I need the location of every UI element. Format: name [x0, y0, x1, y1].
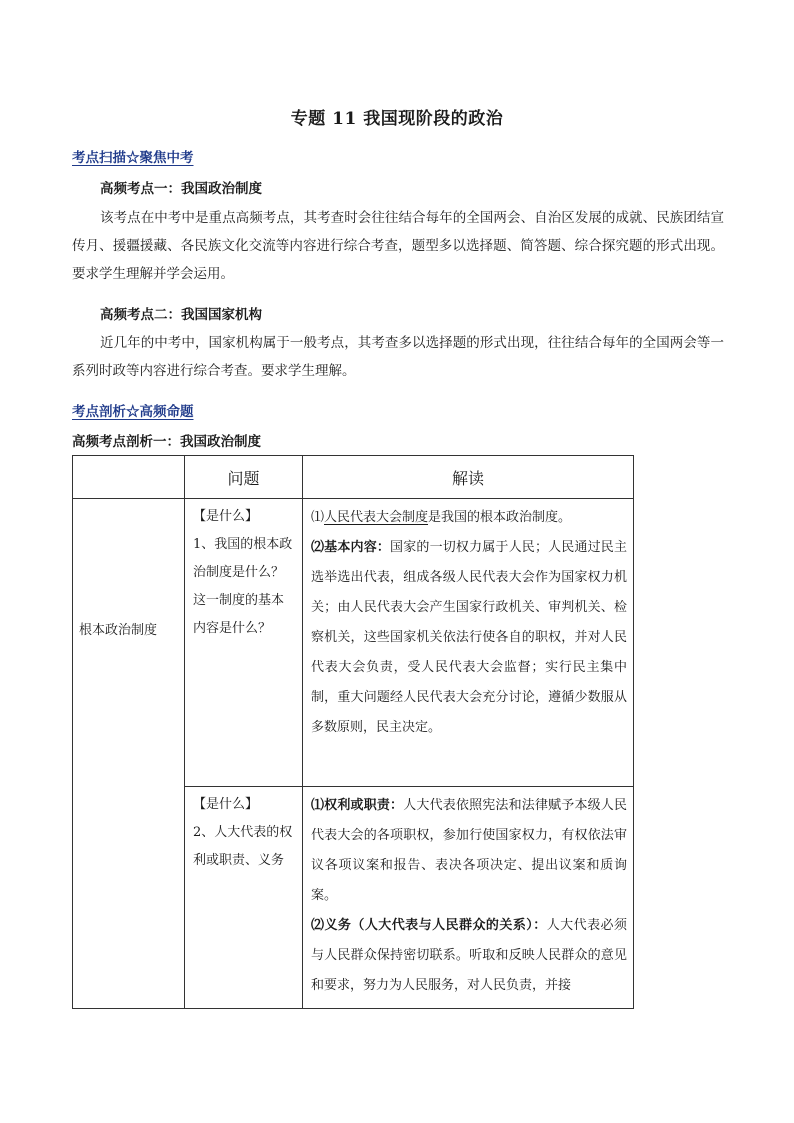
question-cell-2 — [185, 787, 303, 1009]
answer-cell-2 — [303, 787, 634, 1009]
header-empty-cell — [73, 456, 185, 499]
answer-paragraph — [311, 533, 627, 743]
row-label-fundamental-system: 根本政治制度 — [73, 499, 185, 1009]
question-tag: 【是什么】 — [193, 797, 259, 812]
bold-label: ⑴权利或职责： — [311, 798, 404, 813]
table-row — [73, 499, 634, 787]
answer-paragraph — [311, 911, 627, 1001]
point1-title: 高频考点一：我国政治制度 — [100, 181, 262, 197]
question-tag: 【是什么】 — [193, 509, 259, 524]
answer-text: 国家的一切权力属于人民；人民通过民主选举选出代表，组成各级人民代表大会作为国家权力机关；由人民代表大会产生国家行政机关、审判机关、检察机关，这些国家机关依法行使各自的职权，并对人民代表大会负责，受人民代表大会监督；实行民主集中制，重大问题经人民代表大会充分讨论，遵循少数服从多数原则，民主决定。 — [311, 540, 627, 735]
analysis-table — [72, 455, 634, 1009]
paragraph-number: ⑴ — [311, 510, 325, 525]
question-text: 2、人大代表的权利或职责、义务 — [193, 825, 293, 868]
answer-paragraph — [311, 503, 627, 533]
point2-title: 高频考点二：我国国家机构 — [100, 307, 262, 323]
answer-text: 人大代表必须与人民群众保持密切联系。听取和反映人民群众的意见和要求，努力为人民服务，对人民负责，并接 — [311, 918, 627, 993]
section-heading-scan: 考点扫描☆聚焦中考 — [72, 150, 194, 166]
answer-paragraph — [311, 791, 627, 911]
bold-label: ⑵基本内容： — [311, 540, 391, 555]
question-cell-1 — [185, 499, 303, 787]
header-interpretation: 解读 — [303, 456, 634, 499]
table-header-row — [73, 456, 634, 499]
bold-label: ⑵义务（人大代表与人民群众的关系）： — [311, 918, 547, 933]
answer-text: 是我国的根本政治制度。 — [428, 510, 572, 525]
header-question: 问题 — [185, 456, 303, 499]
point2-text: 近几年的中考中，国家机构属于一般考点，其考查多以选择题的形式出现，往往结合每年的全国两会等一系列时政等内容进行综合考查。要求学生理解。 — [72, 335, 724, 379]
section-heading-analysis: 考点剖析☆高频命题 — [72, 404, 194, 420]
page-title: 专题 11 我国现阶段的政治 — [290, 109, 504, 129]
point1-text: 该考点在中考中是重点高频考点，其考查时会往往结合每年的全国两会、自治区发展的成就、民族团结宣传月、援疆援藏、各民族文化交流等内容进行综合考查，题型多以选择题、简答题、综合探究题的形式出现。要求学生理解并学会运用。 — [72, 210, 724, 282]
underlined-term: 人民代表大会制度 — [324, 510, 429, 525]
question-text: 1、我国的根本政治制度是什么？这一制度的基本内容是什么？ — [193, 537, 293, 636]
table-title: 高频考点剖析一：我国政治制度 — [72, 434, 261, 450]
answer-text: 人大代表依照宪法和法律赋予本级人民代表大会的各项职权，参加行使国家权力，有权依法审议各项议案和报告、表决各项决定、提出议案和质询案。 — [311, 798, 627, 903]
answer-cell-1 — [303, 499, 634, 787]
